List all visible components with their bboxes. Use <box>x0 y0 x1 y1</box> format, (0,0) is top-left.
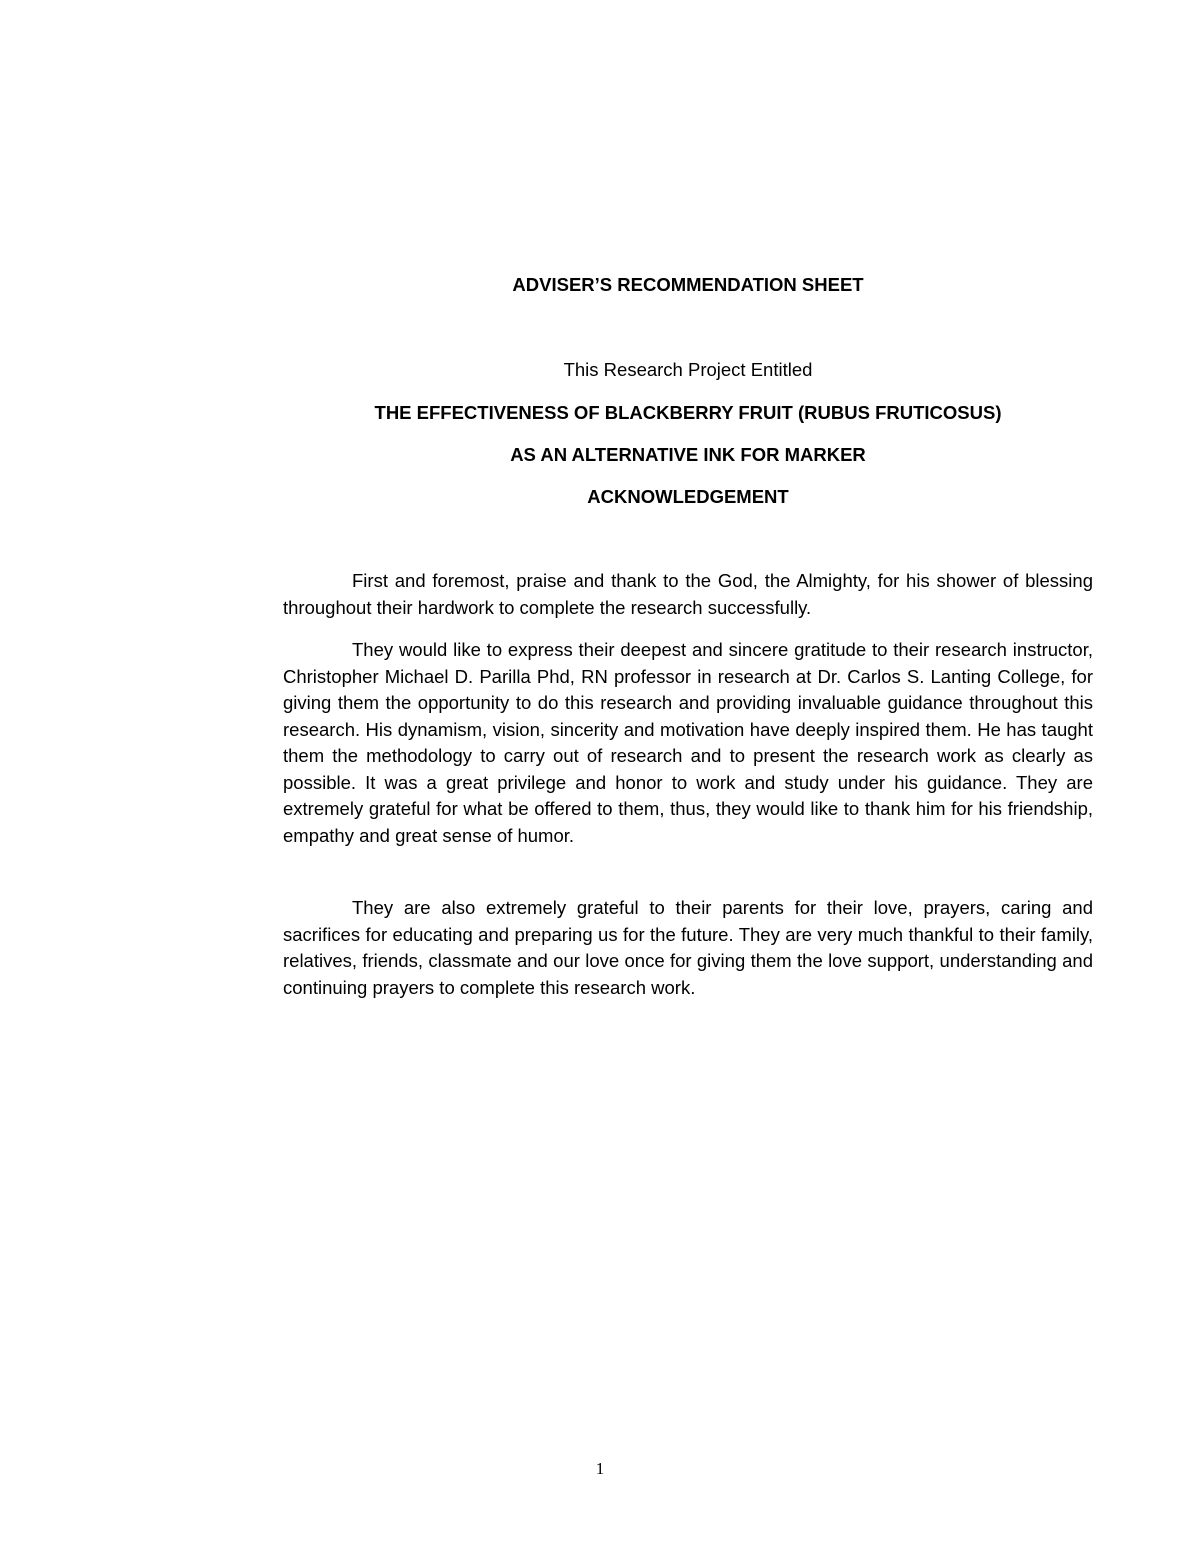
paragraph-1: First and foremost, praise and thank to the God, the Almighty, for his shower of blessing throughout their hardwork to complete the research successfully. <box>283 570 1093 618</box>
project-title-line-1: THE EFFECTIVENESS OF BLACKBERRY FRUIT (RUBUS FRUTICOSUS) <box>374 402 1002 423</box>
project-title-line-2: AS AN ALTERNATIVE INK FOR MARKER <box>510 444 866 465</box>
page-number: 1 <box>595 1459 605 1478</box>
paragraph-2: They would like to express their deepest and sincere gratitude to their research instructor, Christopher Michael D. Parilla Phd, RN professor in research at Dr. Carlos S. Lanting College, for giving them the opportunity to do this research and providing invaluable guidance throughout this research. His dynamism, vision, sincerity and motivation have deeply inspired them. He has taught them the methodology to carry out of research and to present the research work as clearly as possible. It was a great privilege and honor to work and study under his guidance. They are extremely grateful for what be offered to them, thus, they would like to thank him for his friendship, empathy and great sense of humor. <box>283 639 1093 846</box>
paragraph-3: They are also extremely grateful to their parents for their love, prayers, caring and sacrifices for educating and preparing us for the future. They are very much thankful to their family, relatives, friends, classmate and our love once for giving them the love support, understanding and continuing prayers to complete this research work. <box>283 897 1093 998</box>
intro-line: This Research Project Entitled <box>563 359 813 380</box>
sheet-title: ADVISER’S RECOMMENDATION SHEET <box>512 274 864 295</box>
section-title: ACKNOWLEDGEMENT <box>587 486 789 507</box>
